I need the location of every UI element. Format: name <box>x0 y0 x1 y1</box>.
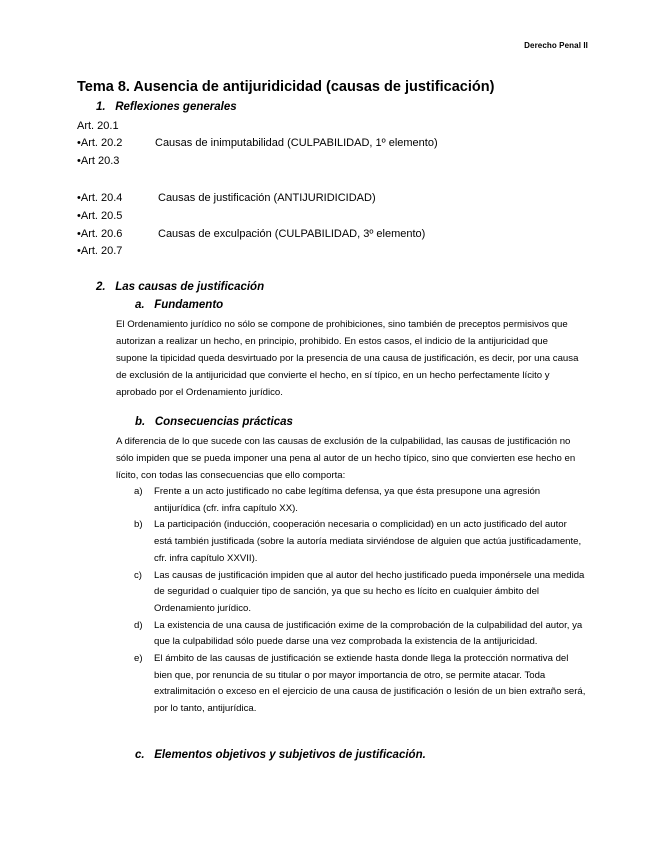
list-item <box>116 568 586 618</box>
article-desc: Causas de exculpación (CULPABILIDAD, 3º elemento) <box>158 228 426 240</box>
list-marker: b) <box>134 519 143 531</box>
subsection-b-title: Consecuencias prácticas <box>154 416 293 428</box>
subsection-a-letter: a. <box>135 299 145 311</box>
article-desc: Causas de justificación (ANTIJURIDICIDAD) <box>158 192 376 204</box>
subsection-c-title: Elementos objetivos y subjetivos de justificación. <box>154 749 426 761</box>
list-item <box>116 484 586 517</box>
article-code: •Art. 20.6 <box>77 228 123 240</box>
article-desc: Causas de inimputabilidad (CULPABILIDAD, 1º elemento) <box>155 137 438 149</box>
article-code: •Art. 20.4 <box>77 192 123 204</box>
article-code: •Art 20.3 <box>77 155 120 167</box>
section-2-number: 2. <box>96 281 106 293</box>
list-item-text: Frente a un acto justificado no cabe legítima defensa, ya que ésta presupone una agresión antijurídica (cfr. infra capítulo XX). <box>154 486 541 514</box>
page-title: Tema 8. Ausencia de antijuridicidad (causas de justificación) <box>77 79 495 95</box>
subsection-c-heading <box>135 749 426 761</box>
list-marker: c) <box>134 569 142 581</box>
list-item <box>116 618 586 651</box>
subsection-b-heading <box>135 416 293 428</box>
list-marker: e) <box>134 653 143 665</box>
list-item-text: El ámbito de las causas de justificación se extiende hasta donde llega la protección normativa del bien que, por renuncia de su titular o por mayor importancia de otro, se permite atacar. Toda extralimitación o exceso en el ejercicio de una causa de justificación o lesión de un bien extraño será, por lo tanto, antijurídica. <box>154 653 586 715</box>
consecuencias-intro: A diferencia de lo que sucede con las causas de exclusión de la culpabilidad, las causas de justificación no sólo impiden que se pueda imponer una pena al autor de un hecho típico, sino que convierten ese hecho en lícito, con todas las consecuencias que ello comporta: <box>116 436 576 481</box>
list-item-text: La existencia de una causa de justificación exime de la comprobación de la culpabilidad del autor, ya que la culpabilidad sólo puede darse una vez comprobada la existencia de la antijuricidad. <box>154 619 583 648</box>
fundamento-paragraph: El Ordenamiento jurídico no sólo se compone de prohibiciones, sino también de preceptos permisivos que autorizan a realizar un hecho, en principio, prohibido. En estos casos, el indicio de la antijuricidad que supone la tipicidad queda desvirtuado por la presencia de una causa de justificación, es decir, por una causa de exclusión de la antijuricidad que convierte el hecho, en sí típico, en un hecho perfectamente lícito y aprobado por el Ordenamiento jurídico. <box>116 319 579 398</box>
section-2-title: Las causas de justificación <box>115 281 265 293</box>
subsection-a-title: Fundamento <box>154 299 224 311</box>
list-item-text: Las causas de justificación impiden que al autor del hecho justificado pueda imponérsele una medida de seguridad o cualquier tipo de sanción, ya que su hecho es lícito en cualquier ámbito del Ordenamiento jurídico. <box>154 569 585 614</box>
list-item <box>116 517 586 567</box>
list-item-text: La participación (inducción, cooperación necesaria o complicidad) en un acto justificado del autor está también justificada (sobre la autoría mediata sirviéndose de alguien que actúa justificadamente, cfr. infra capítulo XXVII). <box>154 519 582 564</box>
list-item <box>116 651 586 718</box>
section-1-heading <box>96 101 237 113</box>
subsection-a-heading <box>135 299 223 311</box>
section-1-number: 1. <box>96 101 106 113</box>
subsection-c-letter: c. <box>135 749 145 761</box>
article-code: Art. 20.1 <box>77 120 119 132</box>
subsection-b-letter: b. <box>135 416 146 428</box>
article-code: •Art. 20.2 <box>77 137 123 149</box>
section-2-heading <box>96 281 264 293</box>
article-code: •Art. 20.5 <box>77 210 123 222</box>
list-marker: d) <box>134 619 143 631</box>
article-code: •Art. 20.7 <box>77 245 123 257</box>
section-1-title: Reflexiones generales <box>115 101 237 113</box>
consecuencias-list <box>116 484 586 718</box>
list-marker: a) <box>134 486 143 497</box>
page-header: Derecho Penal II <box>524 41 588 50</box>
